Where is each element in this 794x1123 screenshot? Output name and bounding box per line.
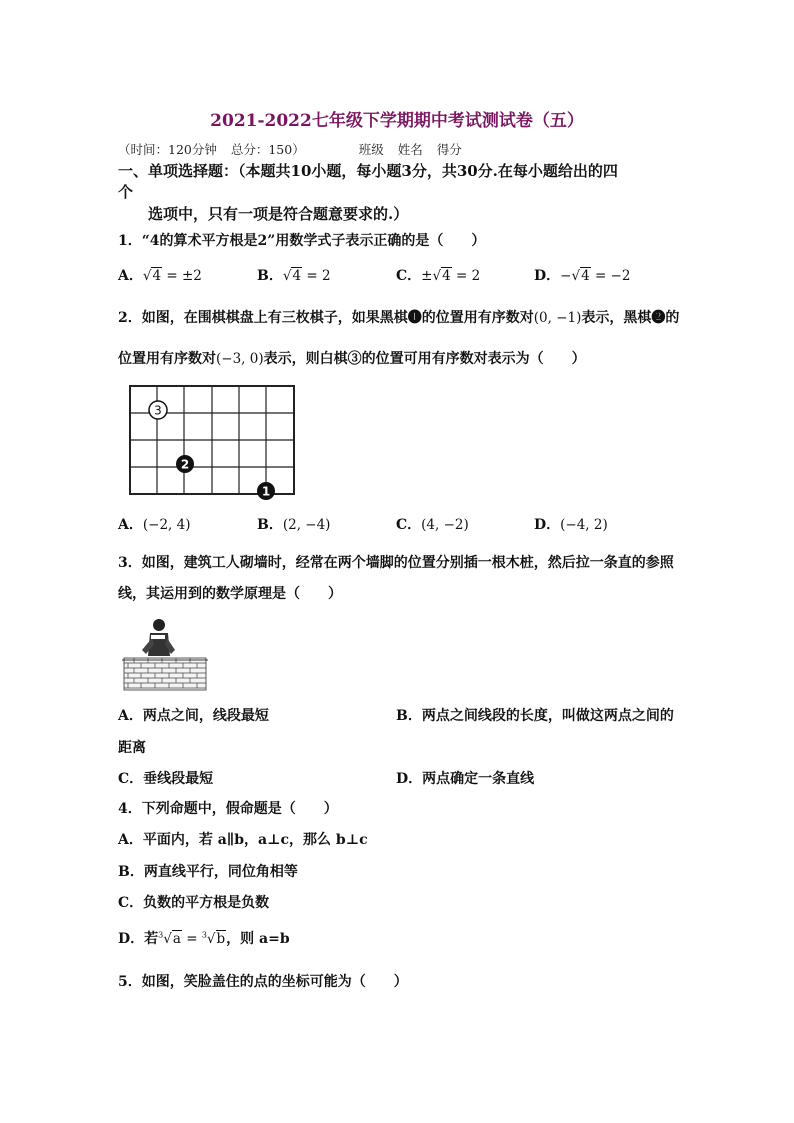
q2-option-a[interactable]: A．(−2, 4) xyxy=(118,517,191,533)
q3-option-b-cont: 距离 xyxy=(118,740,146,756)
q3-option-d[interactable]: D．两点确定一条直线 xyxy=(396,771,535,787)
page-title: 2021-2022七年级下学期期中考试测试卷（五） xyxy=(210,111,584,131)
meta-class: 班级 xyxy=(358,142,384,157)
section-heading-line1: 一、单项选择题：（本题共10小题，每小题3分，共30分.在每小题给出的四 xyxy=(118,162,618,180)
black-piece-1-label: 1 xyxy=(261,484,271,499)
q2-coord-black1: (0, −1) xyxy=(533,310,582,326)
q1-option-b[interactable]: B．√4 = 2 xyxy=(257,268,331,284)
q2-option-b[interactable]: B．(2, −4) xyxy=(257,517,331,533)
section-heading-line2: 个 xyxy=(118,183,134,201)
q1-option-c[interactable]: C．±√4 = 2 xyxy=(396,268,481,284)
meta-time: （时间：120分钟 xyxy=(118,142,217,157)
exam-meta xyxy=(118,140,472,158)
q4-option-b[interactable]: B．两直线平行，同位角相等 xyxy=(118,864,298,880)
q3-stem-line2: 线，其运用到的数学原理是（ ） xyxy=(118,586,342,602)
white-piece-3 xyxy=(149,401,167,419)
bricklayer-illustration xyxy=(122,616,208,692)
meta-total: 总分：150） xyxy=(230,142,305,157)
q1-stem: 1．“4的算术平方根是2”用数学式子表示正确的是（ ） xyxy=(118,233,486,249)
q3-stem-line1: 3．如图，建筑工人砌墙时，经常在两个墙脚的位置分别插一根木桩，然后拉一条直的参照 xyxy=(118,555,674,571)
white-piece-3-label: 3 xyxy=(154,403,162,418)
q4-option-a[interactable]: A．平面内，若 a∥b，a⊥c，那么 b⊥c xyxy=(118,832,368,848)
q3-option-b[interactable]: B．两点之间线段的长度，叫做这两点之间的 xyxy=(396,708,674,724)
q2-stem-line1: 2．如图，在围棋棋盘上有三枚棋子，如果黑棋❶的位置用有序数对(0, −1)表示，黑棋❷的 xyxy=(118,310,680,326)
meta-name: 姓名 xyxy=(397,142,423,157)
black-piece-1 xyxy=(257,482,275,500)
q4-stem: 4．下列命题中，假命题是（ ） xyxy=(118,801,338,817)
q3-option-c[interactable]: C．垂线段最短 xyxy=(118,771,214,787)
go-board-figure xyxy=(126,383,298,505)
meta-score: 得分 xyxy=(436,142,462,157)
q4-option-d[interactable]: D．若$^3$√a = $^3$√b，则 a=b xyxy=(118,930,290,947)
black-piece-2 xyxy=(176,455,194,473)
q2-stem-line2: 位置用有序数对(−3, 0)表示，则白棋③的位置可用有序数对表示为（ ） xyxy=(118,351,586,367)
q2-option-d[interactable]: D．(−4, 2) xyxy=(534,517,608,533)
q2-coord-black2: (−3, 0) xyxy=(216,351,264,367)
go-board-grid xyxy=(126,383,298,501)
black-piece-2-label: 2 xyxy=(180,457,190,472)
q2-option-c[interactable]: C．(4, −2) xyxy=(396,517,469,533)
q1-option-a[interactable]: A．√4 = ±2 xyxy=(118,268,202,284)
bricklayer-figure xyxy=(122,616,208,696)
q1-option-d[interactable]: D．−√4 = −2 xyxy=(534,268,631,284)
q5-stem: 5．如图，笑脸盖住的点的坐标可能为（ ） xyxy=(118,974,408,990)
q4-option-c[interactable]: C．负数的平方根是负数 xyxy=(118,895,270,911)
q3-option-a[interactable]: A．两点之间，线段最短 xyxy=(118,708,269,724)
section-heading-line3: 选项中，只有一项是符合题意要求的.） xyxy=(148,205,409,223)
